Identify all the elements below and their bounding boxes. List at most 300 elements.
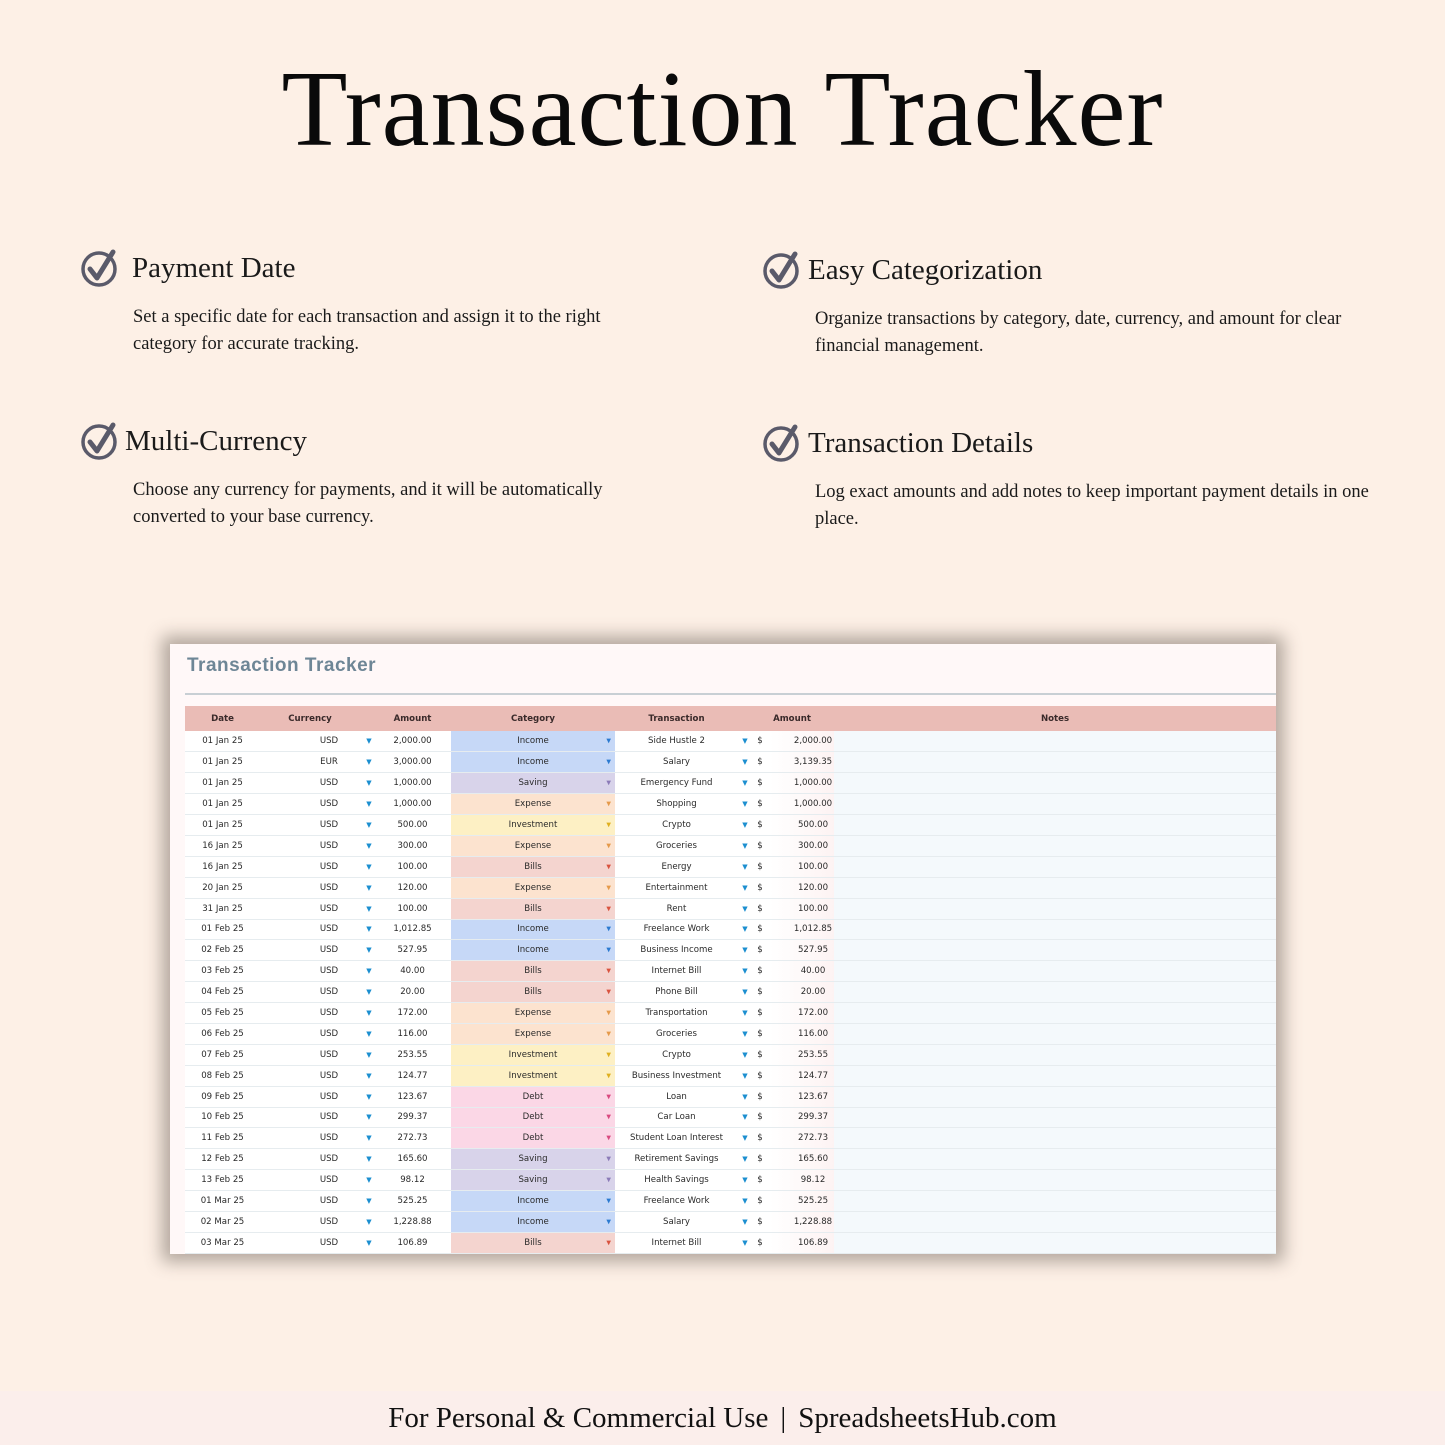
category-cell[interactable] [451, 856, 615, 877]
currency-dropdown-arrow-icon[interactable]: ▼ [360, 1232, 374, 1253]
table-row[interactable] [185, 835, 1276, 856]
category-cell[interactable] [451, 794, 615, 815]
transaction-cell[interactable]: Car Loan [615, 1107, 738, 1128]
notes-cell[interactable] [834, 961, 1276, 982]
category-label: Income [517, 924, 549, 935]
notes-cell[interactable] [834, 1191, 1276, 1212]
transaction-dropdown-arrow-icon[interactable]: ▼ [738, 877, 750, 898]
category-cell[interactable] [451, 919, 615, 940]
col-header-notes[interactable]: Notes [834, 706, 1276, 731]
category-dropdown-arrow-icon[interactable]: ▼ [606, 988, 611, 996]
transaction-cell[interactable]: Energy [615, 856, 738, 877]
transaction-dropdown-arrow-icon[interactable]: ▼ [738, 856, 750, 877]
transaction-cell[interactable]: Internet Bill [615, 961, 738, 982]
amount-cell[interactable]: 3,000.00 [374, 752, 451, 773]
currency-cell[interactable]: USD [260, 1170, 360, 1191]
transaction-cell[interactable]: Freelance Work [615, 1191, 738, 1212]
category-cell[interactable] [451, 1086, 615, 1107]
transactions-table [185, 706, 1276, 1254]
date-cell[interactable]: 11 Feb 25 [185, 1128, 260, 1149]
category-label: Debt [522, 1091, 544, 1102]
currency-cell[interactable]: USD [260, 815, 360, 836]
amount-cell[interactable]: 525.25 [374, 1191, 451, 1212]
transaction-cell[interactable]: Health Savings [615, 1170, 738, 1191]
transaction-dropdown-arrow-icon[interactable]: ▼ [738, 1170, 750, 1191]
amount-base-cell: 1,000.00 [770, 794, 834, 815]
category-dropdown-arrow-icon[interactable]: ▼ [606, 884, 611, 892]
table-row[interactable] [185, 940, 1276, 961]
currency-cell[interactable]: USD [260, 1065, 360, 1086]
table-row[interactable] [185, 898, 1276, 919]
transaction-dropdown-arrow-icon[interactable]: ▼ [738, 898, 750, 919]
table-row[interactable] [185, 731, 1276, 752]
amount-cell[interactable]: 123.67 [374, 1086, 451, 1107]
currency-dropdown-arrow-icon[interactable]: ▼ [360, 1023, 374, 1044]
currency-cell[interactable]: EUR [260, 752, 360, 773]
transaction-dropdown-arrow-icon[interactable]: ▼ [738, 1128, 750, 1149]
currency-cell[interactable]: USD [260, 877, 360, 898]
date-cell[interactable]: 01 Jan 25 [185, 731, 260, 752]
amount-cell[interactable]: 500.00 [374, 815, 451, 836]
amount-cell[interactable]: 124.77 [374, 1065, 451, 1086]
currency-dropdown-arrow-icon[interactable]: ▼ [360, 1170, 374, 1191]
currency-dropdown-arrow-icon[interactable]: ▼ [360, 1107, 374, 1128]
date-cell[interactable]: 01 Jan 25 [185, 773, 260, 794]
currency-cell[interactable]: USD [260, 919, 360, 940]
transaction-cell[interactable]: Freelance Work [615, 919, 738, 940]
category-cell[interactable] [451, 898, 615, 919]
col-header-currency[interactable]: Currency [260, 706, 360, 731]
transaction-dropdown-arrow-icon[interactable]: ▼ [738, 752, 750, 773]
col-header-date[interactable]: Date [185, 706, 260, 731]
table-row[interactable] [185, 1107, 1276, 1128]
amount-cell[interactable]: 272.73 [374, 1128, 451, 1149]
notes-cell[interactable] [834, 773, 1276, 794]
table-row[interactable] [185, 1211, 1276, 1232]
table-row[interactable] [185, 1044, 1276, 1065]
category-dropdown-arrow-icon[interactable]: ▼ [606, 863, 611, 871]
notes-cell[interactable] [834, 1232, 1276, 1253]
notes-cell[interactable] [834, 1065, 1276, 1086]
table-row[interactable] [185, 1149, 1276, 1170]
currency-symbol: $ [750, 1086, 770, 1107]
currency-cell[interactable]: USD [260, 1107, 360, 1128]
category-dropdown-arrow-icon[interactable]: ▼ [606, 758, 611, 766]
currency-dropdown-arrow-icon[interactable]: ▼ [360, 1044, 374, 1065]
notes-cell[interactable] [834, 1044, 1276, 1065]
col-header-spacer [360, 706, 374, 731]
feature-multi-currency [80, 421, 680, 531]
transaction-cell[interactable]: Shopping [615, 794, 738, 815]
category-cell[interactable] [451, 1003, 615, 1024]
currency-cell[interactable]: USD [260, 1191, 360, 1212]
currency-symbol: $ [750, 877, 770, 898]
col-header-amount[interactable]: Amount [374, 706, 451, 731]
amount-base-cell: 165.60 [770, 1149, 834, 1170]
category-cell[interactable] [451, 773, 615, 794]
currency-symbol: $ [750, 919, 770, 940]
category-label: Expense [514, 1028, 552, 1039]
currency-cell[interactable]: USD [260, 1044, 360, 1065]
transaction-dropdown-arrow-icon[interactable]: ▼ [738, 1107, 750, 1128]
currency-cell[interactable]: USD [260, 1086, 360, 1107]
transaction-dropdown-arrow-icon[interactable]: ▼ [738, 1191, 750, 1212]
category-dropdown-arrow-icon[interactable]: ▼ [606, 1218, 611, 1226]
transaction-dropdown-arrow-icon[interactable]: ▼ [738, 815, 750, 836]
notes-cell[interactable] [834, 877, 1276, 898]
amount-cell[interactable]: 2,000.00 [374, 731, 451, 752]
date-cell[interactable]: 16 Jan 25 [185, 856, 260, 877]
table-row[interactable] [185, 1128, 1276, 1149]
category-cell[interactable] [451, 1211, 615, 1232]
col-header-amount-base[interactable]: Amount [750, 706, 834, 731]
transaction-dropdown-arrow-icon[interactable]: ▼ [738, 1044, 750, 1065]
currency-symbol: $ [750, 982, 770, 1003]
amount-cell[interactable]: 120.00 [374, 877, 451, 898]
table-row[interactable] [185, 982, 1276, 1003]
date-cell[interactable]: 10 Feb 25 [185, 1107, 260, 1128]
footer-separator: | [780, 1402, 787, 1434]
currency-symbol: $ [750, 1170, 770, 1191]
category-cell[interactable] [451, 961, 615, 982]
amount-cell[interactable]: 98.12 [374, 1170, 451, 1191]
category-dropdown-arrow-icon[interactable]: ▼ [606, 967, 611, 975]
amount-cell[interactable]: 1,000.00 [374, 773, 451, 794]
transaction-dropdown-arrow-icon[interactable]: ▼ [738, 961, 750, 982]
currency-dropdown-arrow-icon[interactable]: ▼ [360, 773, 374, 794]
category-dropdown-arrow-icon[interactable]: ▼ [606, 1239, 611, 1247]
currency-cell[interactable]: USD [260, 1023, 360, 1044]
category-dropdown-arrow-icon[interactable]: ▼ [606, 1051, 611, 1059]
currency-cell[interactable]: USD [260, 835, 360, 856]
amount-cell[interactable]: 253.55 [374, 1044, 451, 1065]
category-dropdown-arrow-icon[interactable]: ▼ [606, 1197, 611, 1205]
category-cell[interactable] [451, 731, 615, 752]
category-dropdown-arrow-icon[interactable]: ▼ [606, 737, 611, 745]
category-dropdown-arrow-icon[interactable]: ▼ [606, 1093, 611, 1101]
category-dropdown-arrow-icon[interactable]: ▼ [606, 1009, 611, 1017]
currency-dropdown-arrow-icon[interactable]: ▼ [360, 1211, 374, 1232]
transaction-cell[interactable]: Entertainment [615, 877, 738, 898]
category-cell[interactable] [451, 982, 615, 1003]
date-cell[interactable]: 02 Feb 25 [185, 940, 260, 961]
transaction-cell[interactable]: Side Hustle 2 [615, 731, 738, 752]
notes-cell[interactable] [834, 856, 1276, 877]
category-cell[interactable] [451, 1023, 615, 1044]
feature-easy-categorization [762, 250, 1362, 360]
date-cell[interactable]: 16 Jan 25 [185, 835, 260, 856]
transaction-dropdown-arrow-icon[interactable]: ▼ [738, 919, 750, 940]
currency-dropdown-arrow-icon[interactable]: ▼ [360, 1065, 374, 1086]
transaction-cell[interactable]: Internet Bill [615, 1232, 738, 1253]
table-row[interactable] [185, 794, 1276, 815]
table-row[interactable] [185, 1170, 1276, 1191]
transaction-dropdown-arrow-icon[interactable]: ▼ [738, 1232, 750, 1253]
currency-dropdown-arrow-icon[interactable]: ▼ [360, 1149, 374, 1170]
currency-cell[interactable]: USD [260, 1003, 360, 1024]
currency-dropdown-arrow-icon[interactable]: ▼ [360, 835, 374, 856]
currency-cell[interactable]: USD [260, 961, 360, 982]
category-dropdown-arrow-icon[interactable]: ▼ [606, 1176, 611, 1184]
amount-cell[interactable]: 106.89 [374, 1232, 451, 1253]
currency-symbol: $ [750, 1003, 770, 1024]
transaction-cell[interactable]: Loan [615, 1086, 738, 1107]
transaction-cell[interactable]: Business Investment [615, 1065, 738, 1086]
category-cell[interactable] [451, 877, 615, 898]
check-circle-icon [762, 423, 802, 463]
table-row[interactable] [185, 1191, 1276, 1212]
amount-base-cell: 120.00 [770, 877, 834, 898]
currency-cell[interactable]: USD [260, 940, 360, 961]
transaction-dropdown-arrow-icon[interactable]: ▼ [738, 1149, 750, 1170]
category-dropdown-arrow-icon[interactable]: ▼ [606, 779, 611, 787]
notes-cell[interactable] [834, 1170, 1276, 1191]
date-cell[interactable]: 03 Feb 25 [185, 961, 260, 982]
col-header-transaction[interactable]: Transaction [615, 706, 738, 731]
notes-cell[interactable] [834, 1149, 1276, 1170]
category-cell[interactable] [451, 1107, 615, 1128]
transaction-dropdown-arrow-icon[interactable]: ▼ [738, 940, 750, 961]
category-cell[interactable] [451, 815, 615, 836]
category-cell[interactable] [451, 1065, 615, 1086]
amount-base-cell: 299.37 [770, 1107, 834, 1128]
amount-cell[interactable]: 40.00 [374, 961, 451, 982]
transaction-dropdown-arrow-icon[interactable]: ▼ [738, 1086, 750, 1107]
table-row[interactable] [185, 1086, 1276, 1107]
date-cell[interactable]: 20 Jan 25 [185, 877, 260, 898]
col-header-spacer [738, 706, 750, 731]
category-cell[interactable] [451, 1232, 615, 1253]
transaction-cell[interactable]: Rent [615, 898, 738, 919]
amount-base-cell: 500.00 [770, 815, 834, 836]
date-cell[interactable]: 06 Feb 25 [185, 1023, 260, 1044]
amount-cell[interactable]: 165.60 [374, 1149, 451, 1170]
transaction-dropdown-arrow-icon[interactable]: ▼ [738, 982, 750, 1003]
currency-dropdown-arrow-icon[interactable]: ▼ [360, 919, 374, 940]
currency-cell[interactable]: USD [260, 1149, 360, 1170]
table-row[interactable] [185, 919, 1276, 940]
transaction-cell[interactable]: Business Income [615, 940, 738, 961]
currency-dropdown-arrow-icon[interactable]: ▼ [360, 731, 374, 752]
category-cell[interactable] [451, 940, 615, 961]
transaction-cell[interactable]: Salary [615, 752, 738, 773]
category-dropdown-arrow-icon[interactable]: ▼ [606, 1030, 611, 1038]
check-circle-icon [80, 248, 120, 288]
transaction-cell[interactable]: Emergency Fund [615, 773, 738, 794]
currency-cell[interactable]: USD [260, 1232, 360, 1253]
category-dropdown-arrow-icon[interactable]: ▼ [606, 800, 611, 808]
date-cell[interactable]: 02 Mar 25 [185, 1211, 260, 1232]
transaction-cell[interactable]: Transportation [615, 1003, 738, 1024]
currency-dropdown-arrow-icon[interactable]: ▼ [360, 877, 374, 898]
notes-cell[interactable] [834, 815, 1276, 836]
transaction-dropdown-arrow-icon[interactable]: ▼ [738, 1003, 750, 1024]
category-cell[interactable] [451, 835, 615, 856]
date-cell[interactable]: 01 Jan 25 [185, 752, 260, 773]
currency-cell[interactable]: USD [260, 898, 360, 919]
col-header-category[interactable]: Category [451, 706, 615, 731]
category-dropdown-arrow-icon[interactable]: ▼ [606, 1134, 611, 1142]
currency-symbol: $ [750, 1191, 770, 1212]
notes-cell[interactable] [834, 794, 1276, 815]
currency-symbol: $ [750, 856, 770, 877]
currency-symbol: $ [750, 1065, 770, 1086]
currency-dropdown-arrow-icon[interactable]: ▼ [360, 898, 374, 919]
currency-cell[interactable]: USD [260, 856, 360, 877]
table-row[interactable] [185, 1003, 1276, 1024]
currency-cell[interactable]: USD [260, 731, 360, 752]
currency-dropdown-arrow-icon[interactable]: ▼ [360, 982, 374, 1003]
category-cell[interactable] [451, 752, 615, 773]
table-row[interactable] [185, 773, 1276, 794]
currency-cell[interactable]: USD [260, 794, 360, 815]
amount-cell[interactable]: 20.00 [374, 982, 451, 1003]
transaction-dropdown-arrow-icon[interactable]: ▼ [738, 835, 750, 856]
currency-dropdown-arrow-icon[interactable]: ▼ [360, 752, 374, 773]
amount-cell[interactable]: 1,012.85 [374, 919, 451, 940]
check-circle-icon [80, 421, 120, 461]
amount-cell[interactable]: 100.00 [374, 856, 451, 877]
table-row[interactable] [185, 1232, 1276, 1253]
notes-cell[interactable] [834, 1128, 1276, 1149]
currency-dropdown-arrow-icon[interactable]: ▼ [360, 815, 374, 836]
transaction-dropdown-arrow-icon[interactable]: ▼ [738, 794, 750, 815]
category-label: Saving [518, 778, 548, 789]
currency-dropdown-arrow-icon[interactable]: ▼ [360, 961, 374, 982]
date-cell[interactable]: 09 Feb 25 [185, 1086, 260, 1107]
category-dropdown-arrow-icon[interactable]: ▼ [606, 925, 611, 933]
currency-dropdown-arrow-icon[interactable]: ▼ [360, 940, 374, 961]
transaction-dropdown-arrow-icon[interactable]: ▼ [738, 1065, 750, 1086]
table-row[interactable] [185, 815, 1276, 836]
currency-cell[interactable]: USD [260, 1128, 360, 1149]
amount-cell[interactable]: 527.95 [374, 940, 451, 961]
transaction-cell[interactable]: Retirement Savings [615, 1149, 738, 1170]
transaction-cell[interactable]: Crypto [615, 815, 738, 836]
currency-dropdown-arrow-icon[interactable]: ▼ [360, 856, 374, 877]
amount-cell[interactable]: 172.00 [374, 1003, 451, 1024]
transaction-cell[interactable]: Groceries [615, 835, 738, 856]
currency-cell[interactable]: USD [260, 1211, 360, 1232]
notes-cell[interactable] [834, 835, 1276, 856]
category-cell[interactable] [451, 1191, 615, 1212]
date-cell[interactable]: 01 Mar 25 [185, 1191, 260, 1212]
check-circle-icon [762, 250, 802, 290]
amount-base-cell: 98.12 [770, 1170, 834, 1191]
currency-symbol: $ [750, 1107, 770, 1128]
date-cell[interactable]: 12 Feb 25 [185, 1149, 260, 1170]
currency-dropdown-arrow-icon[interactable]: ▼ [360, 1003, 374, 1024]
amount-base-cell: 3,139.35 [770, 752, 834, 773]
currency-dropdown-arrow-icon[interactable]: ▼ [360, 1191, 374, 1212]
notes-cell[interactable] [834, 982, 1276, 1003]
category-label: Income [517, 1196, 549, 1207]
table-row[interactable] [185, 1065, 1276, 1086]
notes-cell[interactable] [834, 1107, 1276, 1128]
transaction-dropdown-arrow-icon[interactable]: ▼ [738, 1023, 750, 1044]
currency-dropdown-arrow-icon[interactable]: ▼ [360, 1128, 374, 1149]
date-cell[interactable]: 07 Feb 25 [185, 1044, 260, 1065]
category-dropdown-arrow-icon[interactable]: ▼ [606, 1072, 611, 1080]
category-dropdown-arrow-icon[interactable]: ▼ [606, 821, 611, 829]
date-cell[interactable]: 01 Jan 25 [185, 815, 260, 836]
category-dropdown-arrow-icon[interactable]: ▼ [606, 1113, 611, 1121]
notes-cell[interactable] [834, 752, 1276, 773]
date-cell[interactable]: 01 Feb 25 [185, 919, 260, 940]
notes-cell[interactable] [834, 898, 1276, 919]
category-cell[interactable] [451, 1149, 615, 1170]
amount-cell[interactable]: 299.37 [374, 1107, 451, 1128]
category-dropdown-arrow-icon[interactable]: ▼ [606, 905, 611, 913]
notes-cell[interactable] [834, 1003, 1276, 1024]
notes-cell[interactable] [834, 1086, 1276, 1107]
currency-cell[interactable]: USD [260, 773, 360, 794]
category-dropdown-arrow-icon[interactable]: ▼ [606, 1155, 611, 1163]
date-cell[interactable]: 05 Feb 25 [185, 1003, 260, 1024]
category-dropdown-arrow-icon[interactable]: ▼ [606, 946, 611, 954]
date-cell[interactable]: 03 Mar 25 [185, 1232, 260, 1253]
currency-dropdown-arrow-icon[interactable]: ▼ [360, 794, 374, 815]
category-label: Bills [524, 987, 542, 998]
currency-cell[interactable]: USD [260, 982, 360, 1003]
category-label: Saving [518, 1154, 548, 1165]
table-row[interactable] [185, 752, 1276, 773]
table-row[interactable] [185, 1023, 1276, 1044]
date-cell[interactable]: 01 Jan 25 [185, 794, 260, 815]
date-cell[interactable]: 04 Feb 25 [185, 982, 260, 1003]
transaction-dropdown-arrow-icon[interactable]: ▼ [738, 731, 750, 752]
notes-cell[interactable] [834, 919, 1276, 940]
transaction-dropdown-arrow-icon[interactable]: ▼ [738, 773, 750, 794]
footer-usage-text: For Personal & Commercial Use [388, 1402, 769, 1434]
transaction-cell[interactable]: Salary [615, 1211, 738, 1232]
amount-cell[interactable]: 116.00 [374, 1023, 451, 1044]
amount-cell[interactable]: 100.00 [374, 898, 451, 919]
amount-base-cell: 124.77 [770, 1065, 834, 1086]
amount-cell[interactable]: 300.00 [374, 835, 451, 856]
category-cell[interactable] [451, 1044, 615, 1065]
notes-cell[interactable] [834, 1023, 1276, 1044]
transaction-cell[interactable]: Groceries [615, 1023, 738, 1044]
table-row[interactable] [185, 856, 1276, 877]
transaction-dropdown-arrow-icon[interactable]: ▼ [738, 1211, 750, 1232]
divider [185, 693, 1276, 695]
notes-cell[interactable] [834, 731, 1276, 752]
category-dropdown-arrow-icon[interactable]: ▼ [606, 842, 611, 850]
notes-cell[interactable] [834, 1211, 1276, 1232]
footer-website-link[interactable]: SpreadsheetsHub.com [798, 1402, 1057, 1434]
transaction-cell[interactable]: Crypto [615, 1044, 738, 1065]
transaction-cell[interactable]: Phone Bill [615, 982, 738, 1003]
currency-symbol: $ [750, 815, 770, 836]
amount-cell[interactable]: 1,228.88 [374, 1211, 451, 1232]
date-cell[interactable]: 31 Jan 25 [185, 898, 260, 919]
table-row[interactable] [185, 961, 1276, 982]
category-cell[interactable] [451, 1170, 615, 1191]
notes-cell[interactable] [834, 940, 1276, 961]
amount-cell[interactable]: 1,000.00 [374, 794, 451, 815]
amount-base-cell: 100.00 [770, 898, 834, 919]
date-cell[interactable]: 13 Feb 25 [185, 1170, 260, 1191]
transaction-cell[interactable]: Student Loan Interest [615, 1128, 738, 1149]
currency-dropdown-arrow-icon[interactable]: ▼ [360, 1086, 374, 1107]
sheet-title: Transaction Tracker [187, 655, 377, 676]
date-cell[interactable]: 08 Feb 25 [185, 1065, 260, 1086]
category-cell[interactable] [451, 1128, 615, 1149]
table-row[interactable] [185, 877, 1276, 898]
currency-symbol: $ [750, 1128, 770, 1149]
amount-base-cell: 272.73 [770, 1128, 834, 1149]
